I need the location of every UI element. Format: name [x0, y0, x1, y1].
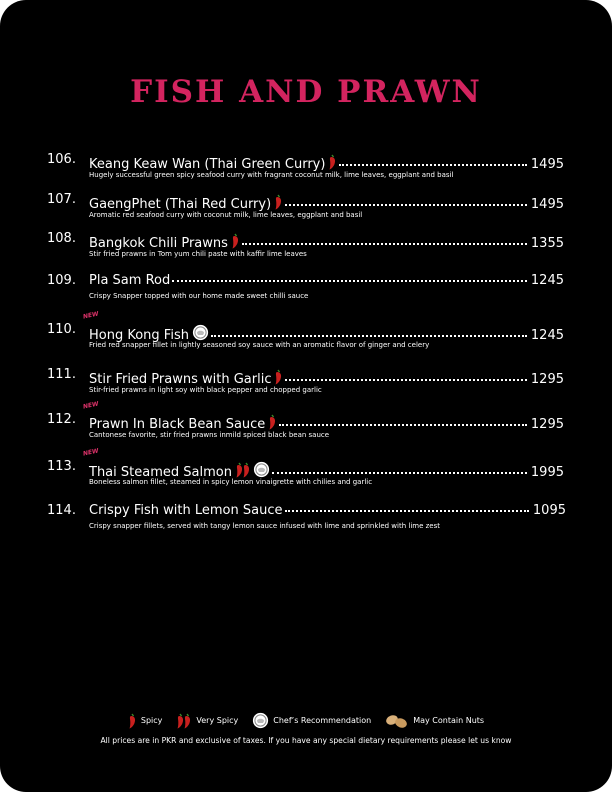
peanut-icon	[385, 714, 409, 728]
item-name: GaengPhet (Thai Red Curry)	[89, 197, 272, 212]
legend-label: Chef’s Recommendation	[273, 716, 372, 725]
item-line	[89, 231, 564, 251]
item-icons	[268, 414, 277, 430]
menu-item	[0, 152, 612, 192]
item-description: Hugely successful green spicy seafood curry with fragrant coconut milk, lime leaves, eggplant and basil	[89, 171, 454, 179]
item-icons	[231, 233, 240, 249]
item-icons	[192, 324, 209, 341]
item-line	[89, 503, 566, 523]
item-price: 1245	[530, 328, 564, 343]
legend-label: Very Spicy	[196, 716, 239, 725]
dot-leader	[339, 162, 526, 166]
item-number: 113.	[47, 459, 76, 474]
item-name: Thai Steamed Salmon	[89, 464, 232, 480]
chili-icon	[231, 233, 240, 249]
item-price: 1995	[530, 464, 564, 480]
footnote: All prices are in PKR and exclusive of taxes. If you have any special dietary requirements please let us know	[100, 736, 512, 745]
chili-icon	[274, 369, 283, 385]
item-name: Prawn In Black Bean Sauce	[89, 417, 266, 432]
dot-leader	[272, 470, 527, 474]
item-price: 1495	[530, 197, 564, 212]
item-description: Cantonese favorite, stir fried prawns inmild spiced black bean sauce	[89, 431, 330, 439]
item-number: 111.	[47, 367, 76, 382]
legend-item	[128, 713, 163, 729]
item-price: 1355	[530, 236, 564, 251]
menu-item	[0, 400, 612, 452]
menu-item	[0, 310, 612, 362]
item-line	[89, 459, 564, 479]
item-price: 1295	[530, 372, 564, 387]
item-icons	[235, 461, 270, 478]
item-price: 1295	[530, 417, 564, 432]
chef-recommendation-icon	[252, 712, 269, 729]
item-name: Pla Sam Rod	[89, 273, 171, 288]
item-name: Crispy Fish with Lemon Sauce	[89, 503, 283, 518]
item-line	[89, 367, 564, 387]
menu-item	[0, 231, 612, 271]
dot-leader	[285, 202, 527, 206]
item-description: Aromatic red seafood curry with coconut milk, lime leaves, eggplant and basil	[89, 211, 363, 219]
item-number: 106.	[47, 152, 76, 167]
item-line	[89, 152, 564, 172]
item-description: Boneless salmon fillet, steamed in spicy lemon vinaigrette with chilies and garlic	[89, 478, 373, 486]
item-line	[89, 192, 564, 212]
dot-leader	[279, 422, 527, 426]
item-number: 109.	[47, 273, 76, 288]
dot-leader	[285, 508, 529, 512]
menu-item	[0, 192, 612, 232]
item-name: Keang Keaw Wan (Thai Green Curry)	[89, 157, 326, 172]
double-chili-icon	[176, 713, 192, 729]
chili-icon	[328, 154, 337, 170]
item-icons	[274, 194, 283, 210]
item-price: 1495	[530, 157, 564, 172]
menu-item	[0, 503, 612, 543]
dot-leader	[211, 333, 527, 337]
legend-item	[252, 712, 371, 729]
item-price: 1095	[532, 503, 566, 518]
dot-leader	[242, 241, 527, 245]
chili-icon	[274, 194, 283, 210]
menu-item	[0, 273, 612, 313]
new-badge: NEW	[82, 310, 100, 321]
legend-item	[385, 714, 484, 728]
item-number: 108.	[47, 231, 76, 246]
chili-icon	[268, 414, 277, 430]
icon-legend	[0, 712, 612, 729]
chef-recommendation-icon	[253, 461, 270, 478]
legend-label: Spicy	[140, 716, 163, 725]
chef-recommendation-icon	[192, 324, 209, 341]
dot-leader	[285, 377, 526, 381]
item-name: Stir Fried Prawns with Garlic	[89, 372, 272, 387]
dot-leader	[172, 278, 527, 282]
item-name: Bangkok Chili Prawns	[89, 236, 228, 251]
item-name: Hong Kong Fish	[89, 328, 189, 343]
item-number: 112.	[47, 412, 76, 427]
chili-icon	[128, 713, 137, 729]
legend-item	[176, 713, 238, 729]
item-description: Crispy Snapper topped with our home made sweet chilli sauce	[89, 292, 309, 300]
item-line	[89, 273, 564, 293]
item-number: 107.	[47, 192, 76, 207]
new-badge: NEW	[82, 447, 100, 458]
page-title: FISH AND PRAWN	[130, 74, 482, 110]
item-number: 114.	[47, 503, 76, 518]
new-badge: NEW	[82, 400, 100, 411]
item-description: Crispy snapper fillets, served with tangy lemon sauce infused with lime and sprinkled with lime zest	[89, 522, 440, 530]
item-number: 110.	[47, 322, 76, 337]
menu-item	[0, 447, 612, 499]
item-icons	[328, 154, 337, 170]
item-line	[89, 412, 564, 432]
double-chili-icon	[235, 462, 251, 478]
item-description: Stir fried prawns in Tom yum chili paste with kaffir lime leaves	[89, 250, 307, 258]
item-icons	[274, 369, 283, 385]
legend-label: May Contain Nuts	[413, 716, 485, 725]
item-line	[89, 322, 564, 342]
item-description: Stir-fried prawns in light soy with black pepper and chopped garlic	[89, 386, 322, 394]
item-description: Fried red snapper fillet in lightly seasoned soy sauce with an aromatic flavor of ginger and celery	[89, 341, 430, 349]
item-price: 1245	[530, 273, 564, 288]
